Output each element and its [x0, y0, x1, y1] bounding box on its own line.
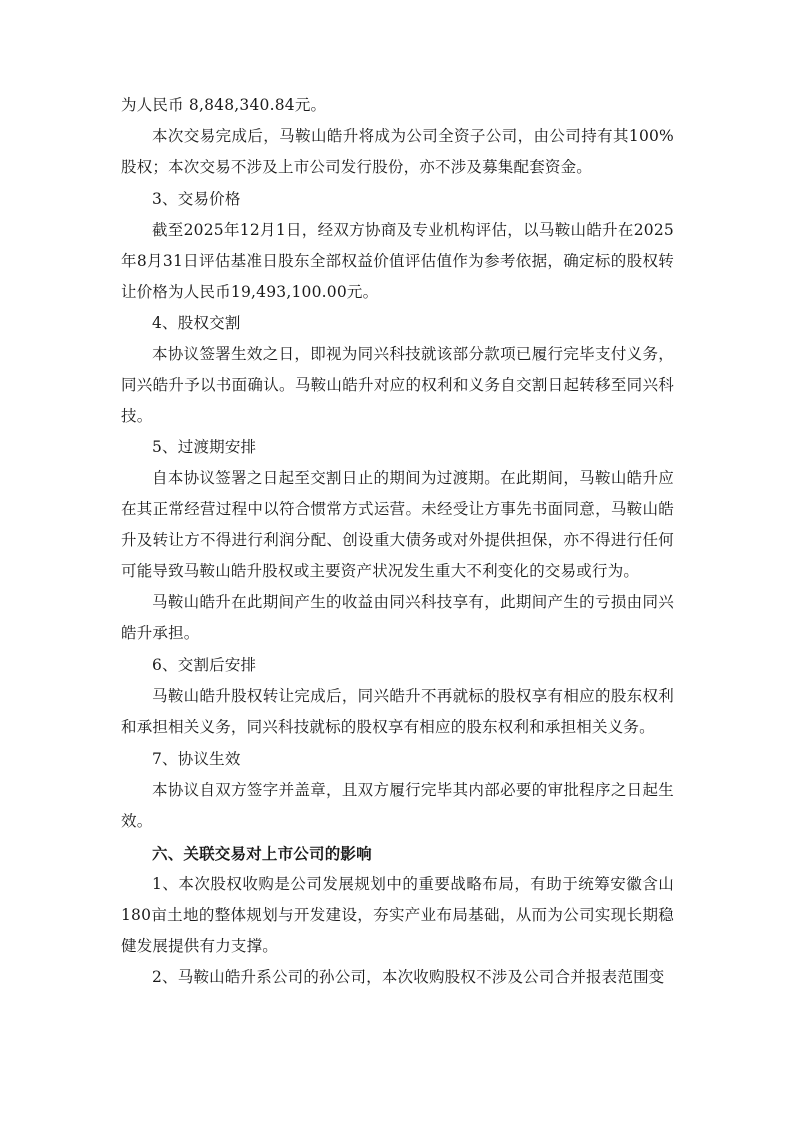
- chapter-heading-impact: 六、关联交易对上市公司的影响: [152, 844, 372, 863]
- paragraph-equity-delivery: 本协议签署生效之日，即视为同兴科技就该部分款项已履行完毕支付义务，同兴皓升予以书面确认。马鞍山皓升对应的权利和义务自交割日起转移至同兴科技。: [121, 345, 674, 425]
- paragraph-transition-period: 自本协议签署之日起至交割日止的期间为过渡期。在此期间，马鞍山皓升应在其正常经营过程中以符合惯常方式运营。未经受让方事先书面同意，马鞍山皓升及转让方不得进行利润分配、创设重大债务或对外提供担保，亦不得进行任何可能导致马鞍山皓升股权或主要资产状况发生重大不利变化的交易或行为。: [121, 469, 674, 580]
- paragraph-post-delivery: 马鞍山皓升股权转让完成后，同兴皓升不再就标的股权享有相应的股东权利和承担相关义务，同兴科技就标的股权享有相应的股东权利和承担相关义务。: [121, 687, 674, 736]
- paragraph-post-transaction: 本次交易完成后，马鞍山皓升将成为公司全资子公司，由公司持有其100%股权；本次交易不涉及上市公司发行股份，亦不涉及募集配套资金。: [121, 127, 674, 176]
- section-heading-post-delivery: 6、交割后安排: [152, 656, 257, 674]
- section-heading-equity-delivery: 4、股权交割: [152, 314, 241, 332]
- section-heading-transaction-price: 3、交易价格: [152, 190, 241, 208]
- paragraph-impact-2: 2、马鞍山皓升系公司的孙公司，本次收购股权不涉及公司合并报表范围变: [152, 968, 665, 986]
- section-heading-agreement-effect: 7、协议生效: [152, 750, 241, 768]
- paragraph-impact-1: 1、本次股权收购是公司发展规划中的重要战略布局，有助于统筹安徽含山180亩土地的整体规划与开发建设，夯实产业布局基础，从而为公司实现长期稳健发展提供有力支撑。: [121, 875, 674, 955]
- paragraph-agreement-effect: 本协议自双方签字并盖章，且双方履行完毕其内部必要的审批程序之日起生效。: [121, 781, 674, 830]
- paragraph-transaction-price: 截至2025年12月1日，经双方协商及专业机构评估，以马鞍山皓升在2025年8月31日评估基准日股东全部权益价值评估值作为参考依据，确定标的股权转让价格为人民币19,493,100.00元。: [121, 221, 674, 301]
- section-heading-transition-period: 5、过渡期安排: [152, 438, 257, 456]
- paragraph-profit-loss: 马鞍山皓升在此期间产生的收益由同兴科技享有，此期间产生的亏损由同兴皓升承担。: [121, 593, 674, 642]
- paragraph-price-continued: 为人民币 8,848,340.84元。: [121, 96, 327, 114]
